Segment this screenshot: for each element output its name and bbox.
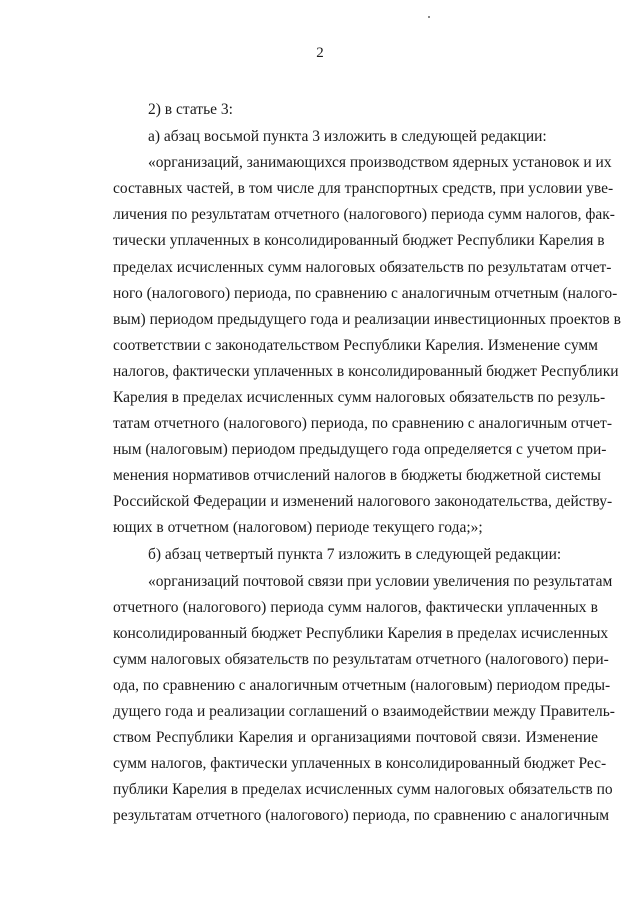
scan-speck	[428, 16, 430, 18]
text-line: менения нормативов отчислений налогов в бюджеты бюджетной системы	[113, 467, 601, 484]
text-line: а) абзац восьмой пункта 3 изложить в следующей редакции:	[148, 128, 547, 145]
text-line: ющих в отчетном (налоговом) периоде текущего года;»;	[113, 519, 483, 536]
text-line: консолидированный бюджет Республики Карелия в пределах исчисленных	[113, 625, 609, 642]
text-line: ством Республики Карелия и организациями почтовой связи. Изменение	[113, 729, 598, 746]
text-line: составных частей, в том числе для транспортных средств, при условии уве-	[113, 180, 614, 197]
text-line: пределах исчисленных сумм налоговых обязательств по результатам отчет-	[113, 259, 612, 276]
text-line: б) абзац четвертый пункта 7 изложить в следующей редакции:	[148, 546, 562, 563]
text-line: ным (налоговым) периодом предыдущего года определяется с учетом при-	[113, 441, 607, 458]
text-line: «организаций почтовой связи при условии увеличения по результатам	[148, 573, 613, 590]
text-line: дущего года и реализации соглашений о взаимодействии между Правитель-	[113, 703, 615, 720]
text-line: Российской Федерации и изменений налогового законодательства, действу-	[113, 493, 613, 510]
text-line: результатам отчетного (налогового) периода, по сравнению с аналогичным	[113, 807, 610, 824]
text-line: татам отчетного (налогового) периода, по сравнению с аналогичным отчет-	[113, 415, 612, 432]
text-line: сумм налогов, фактически уплаченных в консолидированный бюджет Рес-	[113, 755, 607, 772]
text-line: ного (налогового) периода, по сравнению с аналогичным отчетным (налого-	[113, 285, 618, 302]
text-line: ода, по сравнению с аналогичным отчетным (налоговым) периодом преды-	[113, 677, 611, 694]
text-line: личения по результатам отчетного (налогового) периода сумм налогов, фак-	[113, 206, 615, 223]
text-line: Карелия в пределах исчисленных сумм налоговых обязательств по резуль-	[113, 389, 606, 406]
text-line: сумм налоговых обязательств по результатам отчетного (налогового) пери-	[113, 651, 609, 668]
text-line: тически уплаченных в консолидированный бюджет Республики Карелия в	[113, 232, 605, 249]
page-number: 2	[316, 45, 324, 61]
text-line: отчетного (налогового) периода сумм налогов, фактически уплаченных в	[113, 599, 598, 616]
text-line: «организаций, занимающихся производством ядерных установок и их	[148, 154, 612, 171]
text-line: вым) периодом предыдущего года и реализации инвестиционных проектов в	[113, 311, 621, 328]
text-line: публики Карелия в пределах исчисленных сумм налоговых обязательств по	[113, 781, 613, 798]
text-line: 2) в статье 3:	[148, 101, 233, 118]
text-line: соответствии с законодательством Республики Карелия. Изменение сумм	[113, 337, 598, 354]
text-line: налогов, фактически уплаченных в консолидированный бюджет Республики	[113, 363, 619, 380]
